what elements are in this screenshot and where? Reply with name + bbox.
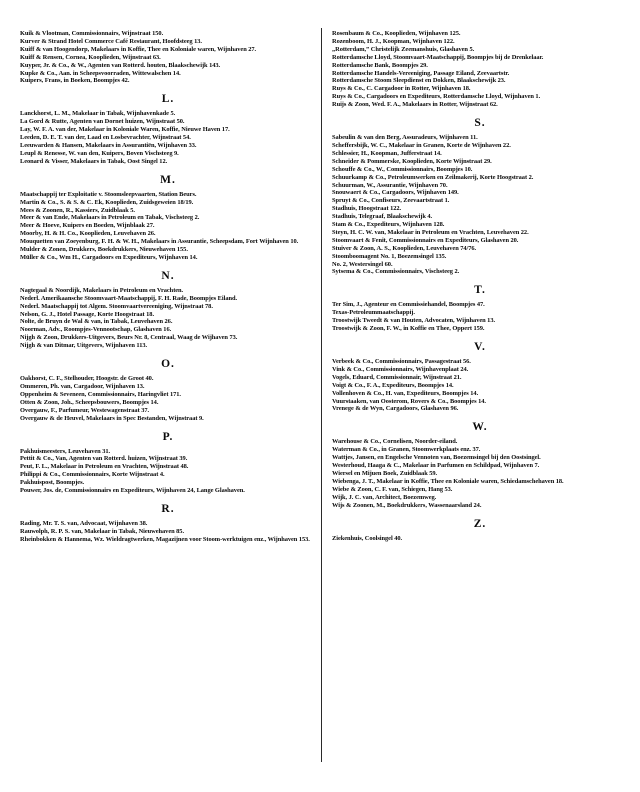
section-letter: T.: [474, 284, 486, 297]
directory-entry: Stuiver & Zoon, A. S., Kooplieden, Leuvehaven 74/76.: [332, 244, 477, 252]
directory-entry: Wiersel en Mijuen Boek, Zuidblaak 59.: [332, 469, 438, 477]
section-letter: S.: [474, 117, 486, 130]
directory-entry: Kurver & Strand Hotel Commerce Café Restaurant, Hoofdsteeg 13.: [20, 37, 202, 45]
directory-entry: Vink & Co., Commissionnairs, Wijnhavenplaat 24.: [332, 365, 469, 373]
directory-entry: Müller & Co., Wm H., Cargadoors en Expediteurs, Wijnhaven 14.: [20, 253, 198, 261]
section-letter: M.: [160, 173, 176, 186]
directory-entry: Kuiff & van Hoogendorp, Makelaars in Koffie, Thee en Koloniale waren, Wijnhaven 27.: [20, 45, 257, 53]
section-letter: L.: [161, 93, 175, 106]
directory-entry: Vrenege & de Wyn, Cargadoors, Glashaven 96.: [332, 405, 459, 413]
directory-entry: Mouquetten van Zoeyenburg, F. H. & W. H., Makelaars in Assurantie, Scheepsdam, Fort Wijnhaven 10.: [20, 238, 299, 246]
directory-entry: Kuipers, Frans, in Boeken, Boompjes 42.: [20, 77, 130, 85]
directory-entry: Wiebe & Zoon, C. F. van, Schiegen, Hang 53.: [332, 485, 453, 493]
directory-entry: Pettit & Co., Van, Agenten van Rotterd. huizen, Wijnstraat 39.: [20, 455, 188, 463]
directory-entry: Leeden, D. E. T. van der, Laad en Losbevrachter, Wijnstraat 54.: [20, 134, 191, 142]
directory-entry: Stadhuis, Hoogstraat 122.: [332, 205, 402, 213]
directory-entry: Oakhorst, C. F., Stelhouder, Hoogstr. de Groot 40.: [20, 375, 154, 383]
directory-entry: Verbeek & Co., Commissionnairs, Passagestraat 56.: [332, 358, 471, 365]
directory-entry: Lanckhorst, L. M., Makelaar in Tabak, Wijnhavenkade 5.: [20, 110, 176, 118]
directory-entry: Scheffersbijk, W. C., Makelaar in Granen, Korte de Wijnhaven 22.: [332, 141, 511, 149]
column-divider: [321, 28, 322, 762]
directory-entry: Peut, F. L., Makelaar in Petroleum en Vrachten, Wijnstraat 48.: [20, 463, 189, 471]
directory-entry: Rauwolph, R. P. S. van, Makelaar in Tabak, Nieuwehaven 85.: [20, 527, 185, 535]
directory-entry: Meer & Hoeve, Kuipers en Boeden, Wijnblaak 27.: [20, 222, 155, 230]
directory-entry: Troostwijk Tweedt & van Houten, Advocaten, Wijnhaven 13.: [332, 317, 496, 325]
section-letter: P.: [162, 430, 174, 443]
directory-entry: Schuurman, W., Assurantie, Wijnhaven 70.: [332, 181, 448, 189]
directory-entry: No. 2, Westersingel 60.: [332, 260, 393, 268]
directory-entry: Nolte, de Bruyn de Wal & van, in Tabak, Leuvehaven 26.: [20, 318, 173, 326]
directory-entry: Meer & van Ende, Makelaars in Petroleum en Tabak, Vischsteeg 2.: [20, 214, 200, 222]
directory-entry: Ter Sim, J., Agenteur en Commissiehandel, Boompjes 47.: [332, 301, 485, 309]
directory-entry: Wattjes, Jansen, en Engelsche Vennoten van, Boezemsingel bij den Oostsingel.: [332, 454, 541, 462]
directory-entry: Kupke & Co., Aan. in Scheepsvoorraden, Wittewalschen 14.: [20, 69, 181, 77]
directory-entry: Stam & Co., Expediteurs, Wijnhaven 128.: [332, 221, 445, 229]
directory-entry: Kuik & Vlootman, Commissionnairs, Wijnstraat 150.: [20, 30, 164, 37]
directory-entry: Kuiff & Rensen, Cornea, Kooplieden, Wijnstraat 63.: [20, 53, 161, 61]
directory-entry: Schouffe & Co., W., Commissionnairs, Boompjes 10.: [332, 165, 473, 173]
left-column: [20, 30, 316, 764]
directory-entry: Ruys & Co., Cargadoors en Expediteurs, Rotterdamsche Lloyd, Wijnhaven 1.: [332, 93, 541, 101]
directory-entry: Ruijs & Zoon, Wed. F. A., Makelaars in Rotter, Wijnstraat 62.: [332, 101, 498, 109]
directory-entry: Overgauw & de Heuvel, Makelaars in Spec Bestanden, Wijnstraat 9.: [20, 414, 204, 422]
directory-entry: Stadhuis, Telegraaf, Blaakschewijk 4.: [332, 213, 433, 221]
directory-entry: Nagtegaal & Noordijk, Makelaars in Petroleum en Vrachten.: [20, 286, 184, 294]
directory-entry: Maatschappij ter Exploitatie v. Stoomsleepvaarten, Station Beurs.: [20, 190, 197, 198]
directory-entry: Voigt & Co., F. A., Expediteurs, Boompjes 14.: [332, 381, 454, 389]
right-column: [332, 30, 628, 764]
directory-entry: Wiebenga, J. T., Makelaar in Koffie, Thee en Koloniale waren, Schiedamschehaven 18.: [332, 477, 564, 485]
directory-entry: Noorman, Adv., Roompjes-Vennootschap, Glashaven 16.: [20, 326, 172, 334]
directory-entry: Moorby, H. & H. Co., Kooplieden, Leuvehaven 26.: [20, 230, 156, 238]
directory-entry: Nijgh & van Ditmar, Uitgevers, Wijnhaven 113.: [20, 342, 148, 350]
section-letter: R.: [161, 502, 175, 515]
directory-entry: Nelson, G. J., Hotel Passage, Korte Hoogstraat 18.: [20, 310, 154, 318]
directory-entry: Schuurkamp & Co., Petroleumwerken en Zeilmakerij, Korte Hoogstraat 2.: [332, 173, 534, 181]
directory-entry: Westerhoud, Haaga & C., Makelaar in Parfumen en Schildpad, Wijnhaven 7.: [332, 462, 540, 470]
directory-entry: Oppenheim & Seveneen, Commissionnairs, Haringvliet 171.: [20, 390, 181, 398]
directory-entry: Mulder & Zonen, Drukkers, Boekdrukkers, Nieuwehaven 155.: [20, 246, 188, 254]
directory-entry: Rosenbaum & Co., Kooplieden, Wijnhaven 125.: [332, 30, 461, 37]
directory-entry: Rozenboom, H. J., Koopman, Wijnhaven 122.: [332, 37, 455, 45]
directory-entry: Ruys & Co., C. Cargadoor in Rotter, Wijnhaven 18.: [332, 85, 471, 93]
directory-entry: Troostwijk & Zoon, F. W., in Koffie en Thee, Oppert 159.: [332, 325, 485, 333]
section-letter: N.: [161, 269, 175, 282]
directory-entry: Martin & Co., S. & S. & C. Ek, Kooplieden, Zuidsgeweien 18/19.: [20, 198, 194, 206]
directory-entry: Vollenhoven & Co., H. van, Expediteurs, Boompjes 14.: [332, 389, 479, 397]
section-letter: Z.: [473, 517, 487, 530]
directory-entry: Philippi & Co., Commissionnairs, Korte Wijnstraat 4.: [20, 471, 165, 479]
directory-entry: Rotterdamsche Stoom Sleepdienst en Dokken, Blaakschewijk 23.: [332, 77, 506, 85]
directory-entry: Lay, W. F. A. van der, Makelaar in Koloniale Waren, Koffie, Nieuwe Haven 17.: [20, 126, 230, 134]
directory-entry: Wijs & Zoonen, M., Boekdrukkers, Wassenaarsland 24.: [332, 501, 482, 509]
directory-entry: Nijgh & Zoon, Drukkers-Uitgevers, Beurs Nr. 8, Centraal, Waag de Wijhaven 73.: [20, 334, 238, 342]
directory-entry: Leupl & Renesse, W. van den, Kuipers, Boven Vischsteeg 9.: [20, 149, 179, 157]
directory-entry: Nederl. Maatschappij tot Algem. Stoomvaartvereeniging, Wijnstraat 78.: [20, 302, 213, 310]
directory-entry: Rheinbokken & Hannema, Wz. Wieldragtwerken, Magazijnen voor Stoom-werktuigen enz., Wijnhaven 153.: [20, 535, 310, 543]
directory-entry: Waterman & Co., in Granen, Stoomwerkplaats enz. 37.: [332, 446, 481, 454]
section-letter: W.: [472, 421, 488, 434]
directory-entry: Nederl. Amerikaansche Stoomvaart-Maatschappij, F. H. Rade, Boompjes Eiland.: [20, 294, 238, 302]
directory-entry: Overgauw, F., Parfumeur, Westewagenstraat 37.: [20, 406, 150, 414]
directory-entry: Rading, Mr. T. S. van, Advocaat, Wijnhaven 38.: [20, 519, 148, 527]
directory-entry: Otten & Zoon, Joh., Scheepsbouwers, Boompjes 14.: [20, 398, 159, 406]
directory-entry: Mees & Zoonen, R., Kassiers, Zuidblaak 5.: [20, 206, 135, 214]
directory-entry: Stoomvaart & Fenit, Commissionnairs en Expediteurs, Glashaven 20.: [332, 236, 519, 244]
directory-entry: Rotterdamsche Lloyd, Stoomvaart-Maatschappij, Boompjes bij de Drenkelaar.: [332, 53, 544, 61]
directory-entry: Stoomboomagent No. 1, Boezemsingel 135.: [332, 252, 447, 260]
directory-entry: Pakhuismeesters, Leuvehaven 31.: [20, 447, 111, 455]
directory-entry: Spruyt & Co., Confiseurs, Zeevaartstraat 1.: [332, 197, 450, 205]
directory-entry: Ommeren, Ph. van, Cargadoor, Wijnhaven 13.: [20, 383, 145, 390]
directory-entry: La Gord & Rutte, Agenten van Dornet huizen, Wijnstraat 50.: [20, 118, 185, 126]
directory-entry: Ziekenhuis, Coolsingel 40.: [332, 534, 403, 542]
directory-entry: Pouwer, Jos. de, Commissionnairs en Expediteurs, Wijnhaven 24, Lange Glashaven.: [20, 487, 245, 495]
directory-entry: Texas-Petroleummaatschappij.: [332, 309, 415, 317]
directory-entry: Leeuwarden & Hansen, Makelaars in Assurantiën, Wijnhaven 33.: [20, 141, 197, 149]
directory-entry: Pakhuispost, Boompjes.: [20, 479, 85, 487]
directory-entry: Sytsema & Co., Commissionnairs, Vischsteeg 2.: [332, 268, 460, 276]
directory-entry: Sabeulin & van den Berg, Assuradeurs, Wijnhaven 11.: [332, 134, 478, 142]
directory-entry: Schlessier, H., Koopman, Jufferstraat 14.: [332, 149, 442, 157]
directory-entry: „Rotterdam,” Christelijk Zeemanshuis, Glashaven 5.: [332, 45, 475, 53]
directory-entry: Vuurstaaken, van Oosterom, Rovers & Co., Boompjes 14.: [332, 397, 486, 405]
directory-entry: Rotterdamsche Handels-Vereeniging, Passage Eiland, Zeevaartstr.: [332, 69, 510, 77]
section-letter: O.: [161, 358, 175, 371]
directory-entry: Rotterdamsche Bank, Boompjes 29.: [332, 61, 428, 69]
directory-entry: Snouwaert & Co., Cargadoors, Wijnhaven 149.: [332, 189, 459, 197]
directory-entry: Vogels, Eduard, Commissionnair, Wijnstraat 21.: [332, 373, 462, 381]
directory-entry: Schneider & Pommerske, Kooplieden, Korte Wijnstraat 29.: [332, 157, 492, 165]
directory-entry: Wijk, J. C. van, Architect, Boezemweg.: [332, 493, 437, 501]
directory-entry: Steyn, H. C. W. van, Makelaar in Petroleum en Vrachten, Leuvehaven 22.: [332, 228, 529, 236]
directory-entry: Leonard & Visser, Makelaars in Tabak, Oost Singel 12.: [20, 157, 168, 165]
directory-entry: Warehouse & Co., Cornelisen, Noorder-eiland.: [332, 438, 458, 446]
directory-entry: Kuyper, Jr. & Co., & W., Agenten van Rotterd. houten, Blaakschewijk 143.: [20, 61, 221, 69]
section-letter: V.: [474, 341, 486, 353]
